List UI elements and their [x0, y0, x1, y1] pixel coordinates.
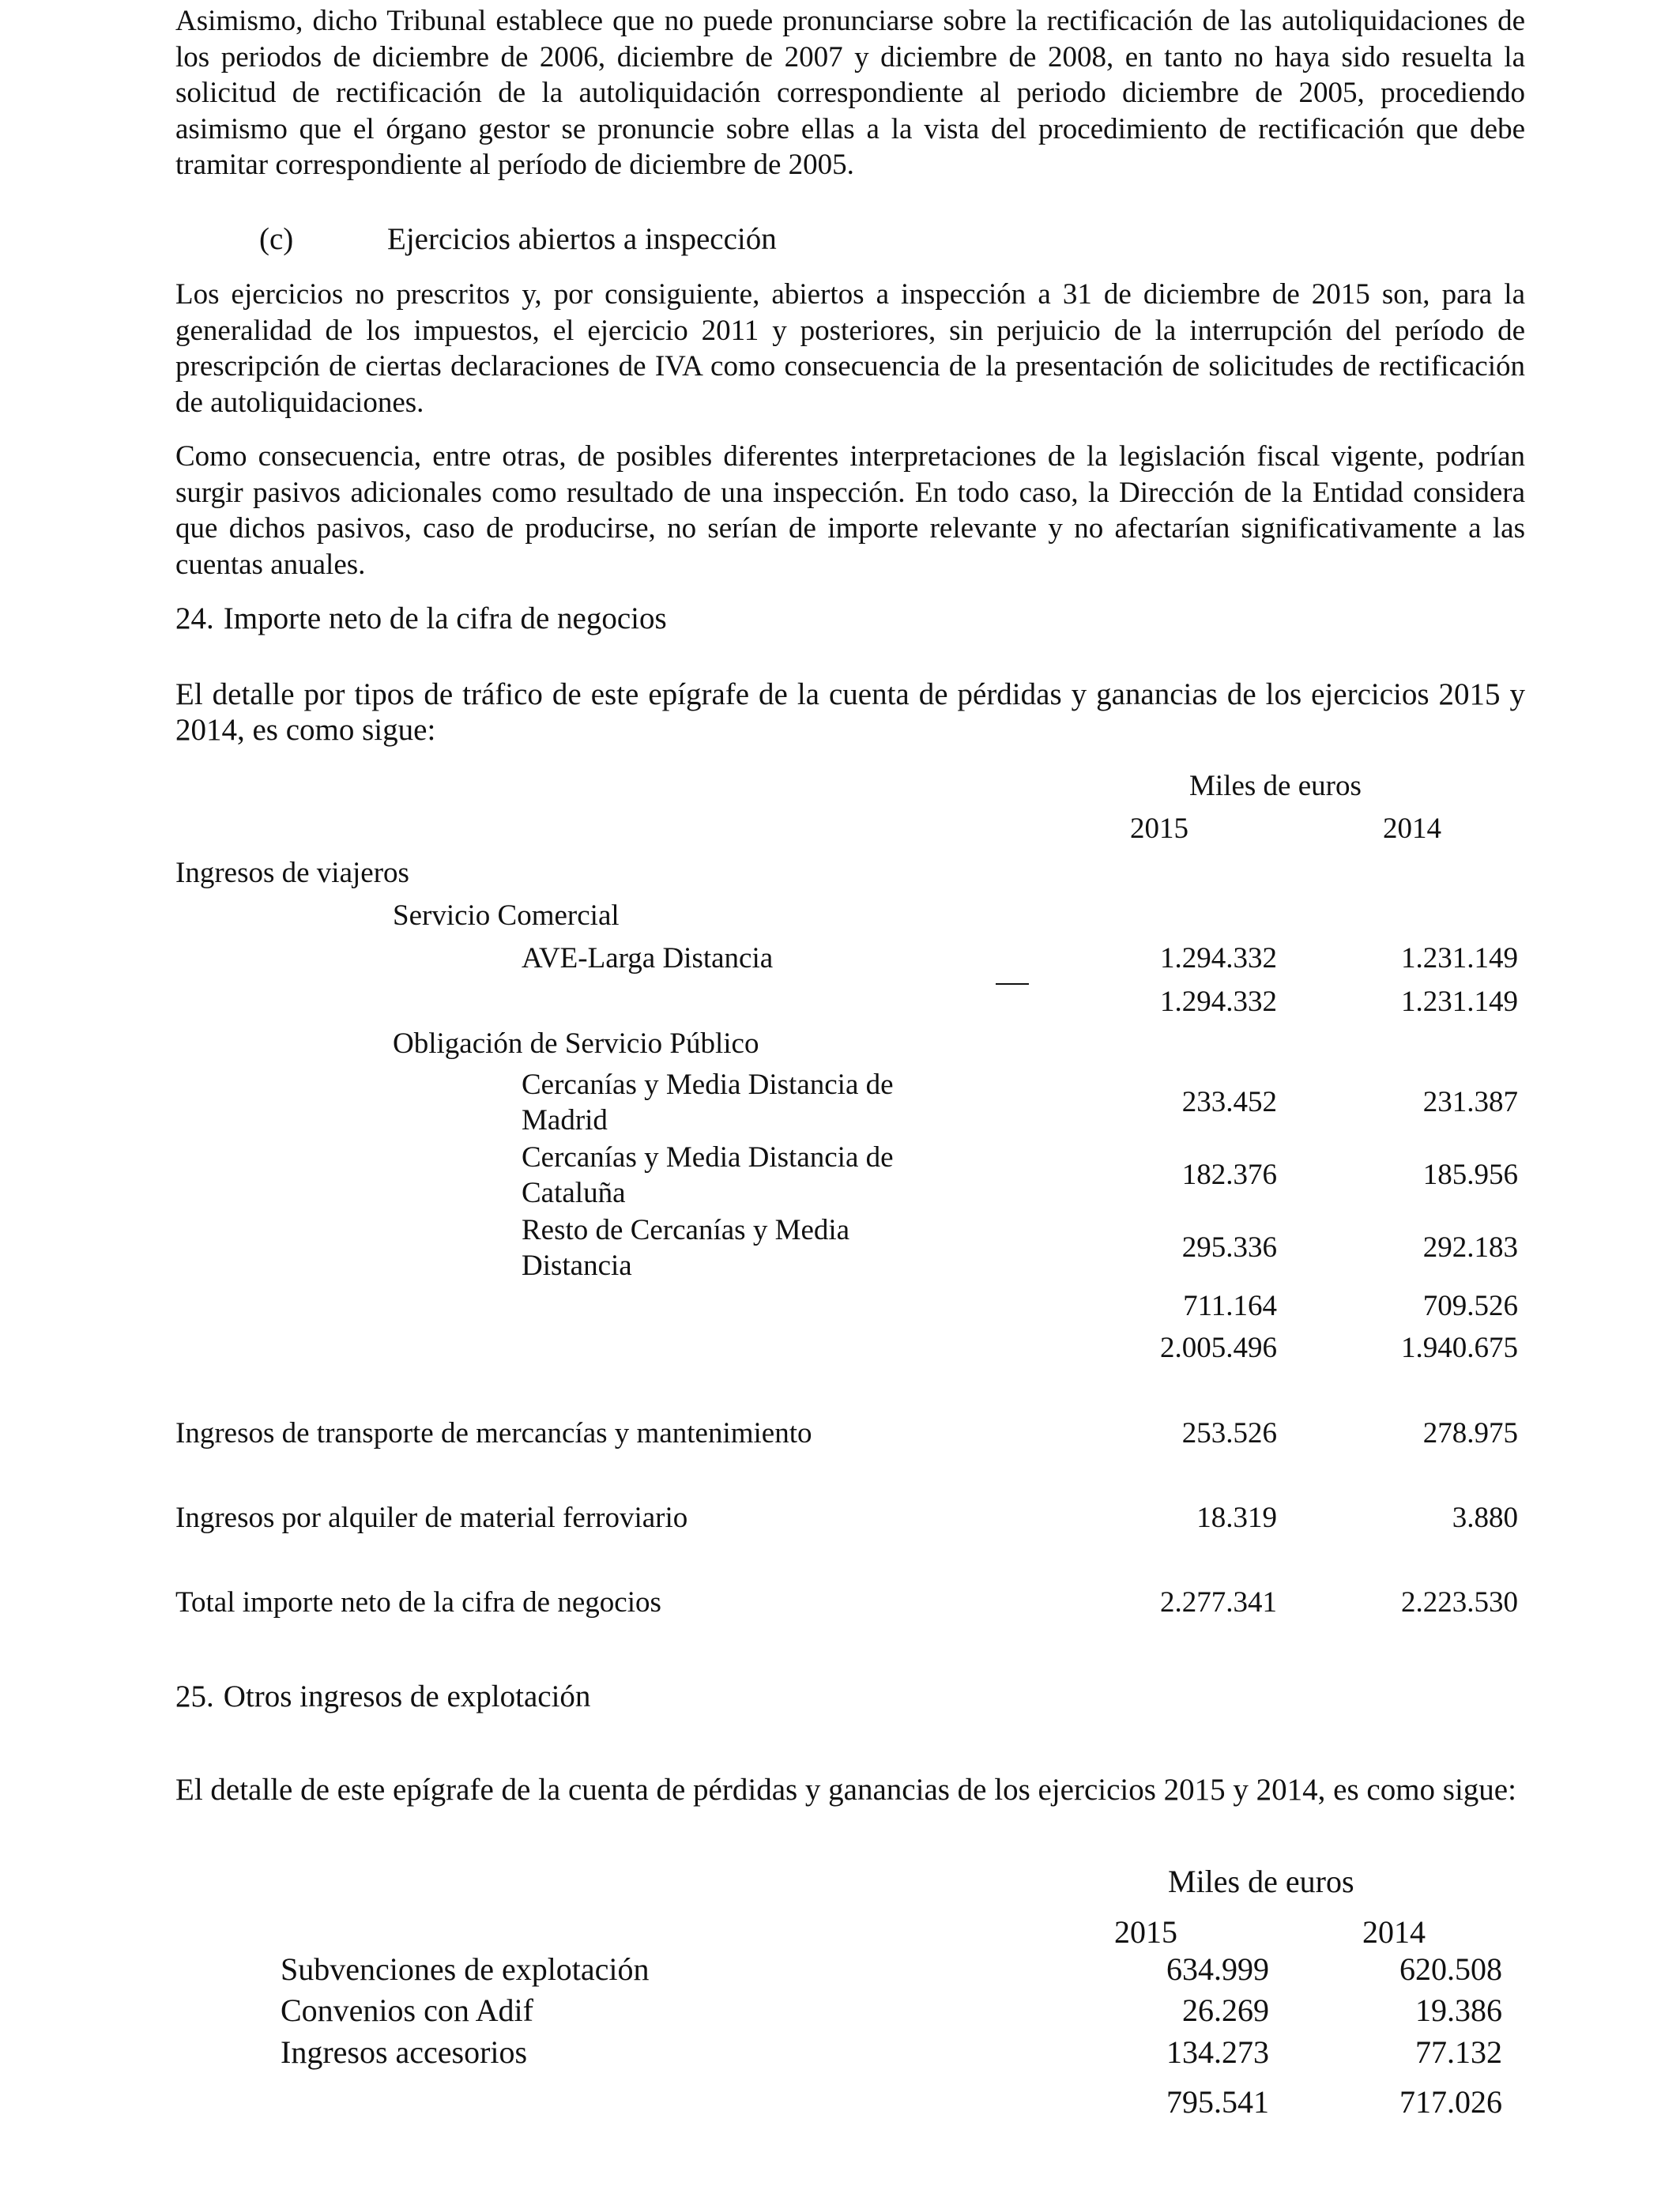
row-label-mercancias: Ingresos de transporte de mercancías y mantenimiento: [175, 1417, 812, 1449]
cell-madrid-2015: 233.452: [1181, 1086, 1277, 1118]
row-label-subvenciones: Subvenciones de explotación: [281, 1951, 650, 1987]
cell-subtotal-osp-2014: 709.526: [1422, 1290, 1518, 1322]
section-title: Importe neto de la cifra de negocios: [223, 601, 667, 635]
row-label-osp: Obligación de Servicio Público: [393, 1027, 759, 1060]
column-header-2014: 2014: [1383, 812, 1441, 845]
section-heading-24: [175, 599, 667, 639]
separator-dash: [996, 983, 1029, 985]
cell-cataluna-2014: 185.956: [1422, 1159, 1518, 1191]
row-label-ingresos-viajeros: Ingresos de viajeros: [175, 857, 409, 889]
row-label-alquiler: Ingresos por alquiler de material ferroviario: [175, 1502, 688, 1534]
cell-alquiler-2014: 3.880: [1452, 1502, 1518, 1534]
paragraph-consecuencia: Como consecuencia, entre otras, de posibles diferentes interpretaciones de la legislación fiscal vigente, podrían surgir pasivos adicionales como resultado de una inspección. En todo caso, la Dirección de la Entidad considera que dichos pasivos, caso de producirse, no serían de importe relevante y no afectarían significativamente a las cuentas anuales.: [175, 440, 1525, 581]
cell-accesorios-2014: 77.132: [1415, 2034, 1502, 2070]
row-label-convenios: Convenios con Adif: [281, 1992, 533, 2028]
cell-accesorios-2015: 134.273: [1166, 2034, 1269, 2070]
paragraph-detalle-trafico: El detalle por tipos de tráfico de este epígrafe de la cuenta de pérdidas y ganancias de los ejercicios 2015 y 2014, es como sigue:: [175, 677, 1525, 747]
column-header-2015: 2015: [1114, 1914, 1177, 1950]
row-label-resto: Resto de Cercanías y Media Distancia: [522, 1214, 850, 1282]
section-heading-25: [175, 1677, 590, 1717]
cell-ave-2015: 1.294.332: [1160, 942, 1277, 974]
cell-mercancias-2014: 278.975: [1422, 1417, 1518, 1449]
paragraph-tribunal: Asimismo, dicho Tribunal establece que no puede pronunciarse sobre la rectificación de las autoliquidaciones de los periodos de diciembre de 2006, diciembre de 2007 y diciembre de 2008, en tanto no haya sido resuelta la solicitud de rectificación de la autoliquidación correspondiente al periodo diciembre de 2005, procediendo asimismo que el órgano gestor se pronuncie sobre ellas a la vista del procedimiento de rectificación que debe tramitar correspondiente al período de diciembre de 2005.: [175, 5, 1525, 181]
cell-alquiler-2015: 18.319: [1196, 1502, 1277, 1534]
cell-total-viajeros-2015: 2.005.496: [1160, 1332, 1277, 1364]
cell-total-viajeros-2014: 1.940.675: [1401, 1332, 1518, 1364]
cell-ave-2014: 1.231.149: [1401, 942, 1518, 974]
row-label-ave: AVE-Larga Distancia: [522, 942, 774, 974]
table-unit-header: Miles de euros: [1168, 1864, 1354, 1899]
cell-madrid-2014: 231.387: [1422, 1086, 1518, 1118]
section-title: Otros ingresos de explotación: [223, 1679, 591, 1713]
row-label-cataluna: Cercanías y Media Distancia de Cataluña: [522, 1141, 894, 1209]
cell-subvenciones-2015: 634.999: [1166, 1951, 1269, 1987]
cell-total-2014: 717.026: [1399, 2084, 1502, 2120]
table-unit-header: Miles de euros: [1189, 770, 1362, 802]
paragraph-detalle-otros: El detalle de este epígrafe de la cuenta de pérdidas y ganancias de los ejercicios 2015 y 2014, es como sigue:: [175, 1773, 1516, 1807]
column-header-2015: 2015: [1130, 812, 1188, 845]
row-label-madrid: Cercanías y Media Distancia de Madrid: [522, 1069, 894, 1137]
cell-resto-2014: 292.183: [1422, 1231, 1518, 1264]
paragraph-ejercicios: Los ejercicios no prescritos y, por consiguiente, abiertos a inspección a 31 de diciembre de 2015 son, para la generalidad de los impuestos, el ejercicio 2011 y posteriores, sin perjuicio de la interrupción del período de prescripción de ciertas declaraciones de IVA como consecuencia de la presentación de solicitudes de rectificación de autoliquidaciones.: [175, 278, 1525, 419]
section-number: 25.: [175, 1679, 214, 1713]
subsection-title: Ejercicios abiertos a inspección: [387, 222, 777, 256]
cell-subtotal-osp-2015: 711.164: [1183, 1290, 1277, 1322]
column-header-2014: 2014: [1362, 1914, 1426, 1950]
cell-convenios-2014: 19.386: [1415, 1992, 1502, 2028]
cell-total-2015: 795.541: [1166, 2084, 1269, 2120]
cell-convenios-2015: 26.269: [1182, 1992, 1269, 2028]
row-label-accesorios: Ingresos accesorios: [281, 2034, 528, 2070]
cell-subtotal-comercial-2014: 1.231.149: [1401, 986, 1518, 1018]
cell-subtotal-comercial-2015: 1.294.332: [1160, 986, 1277, 1018]
row-label-servicio-comercial: Servicio Comercial: [393, 899, 620, 932]
subsection-number: (c): [259, 222, 294, 256]
cell-subvenciones-2014: 620.508: [1399, 1951, 1502, 1987]
section-number: 24.: [175, 601, 214, 635]
cell-total-2015: 2.277.341: [1160, 1586, 1277, 1619]
cell-cataluna-2015: 182.376: [1181, 1159, 1277, 1191]
cell-resto-2015: 295.336: [1181, 1231, 1277, 1264]
cell-mercancias-2015: 253.526: [1181, 1417, 1277, 1449]
cell-total-2014: 2.223.530: [1401, 1586, 1518, 1619]
row-label-total: Total importe neto de la cifra de negocios: [175, 1586, 661, 1619]
